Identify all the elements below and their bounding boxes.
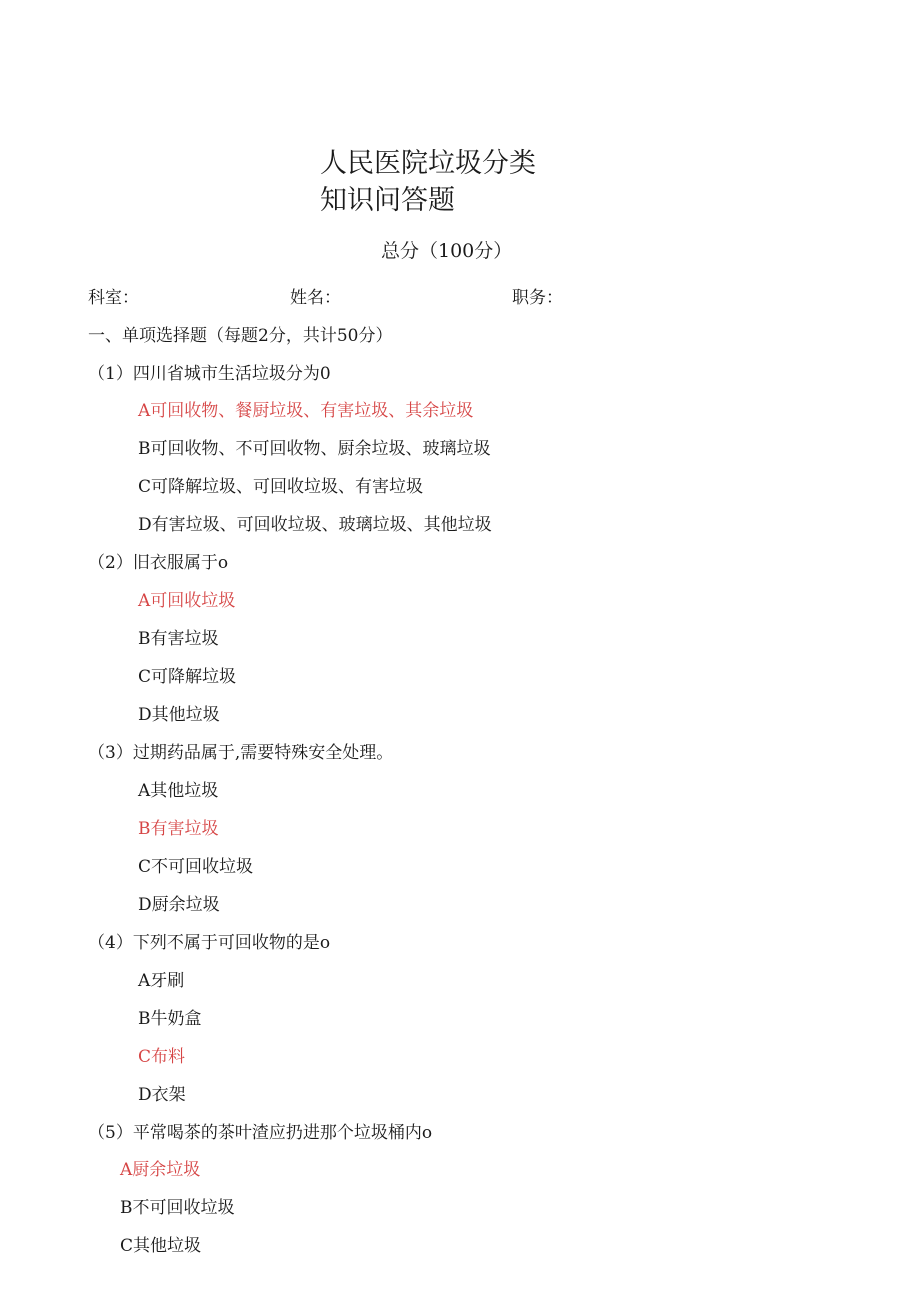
document-title-line-2: 知识问答题 <box>320 185 455 216</box>
answer-option: B不可回收垃圾 <box>120 1198 235 1218</box>
answer-option: C其他垃圾 <box>120 1236 202 1256</box>
answer-option: C不可回收垃圾 <box>138 857 254 877</box>
answer-option: D厨余垃圾 <box>138 895 220 915</box>
answer-option: D衣架 <box>138 1085 186 1105</box>
section-heading: 一、单项选择题（每题2分，共计50分） <box>88 326 393 346</box>
position-field-label: 职务： <box>512 288 563 308</box>
question-stem: （3）过期药品属于,需要特殊安全处理。 <box>88 743 394 763</box>
answer-option: A其他垃圾 <box>138 781 219 801</box>
name-field-label: 姓名： <box>290 288 341 308</box>
answer-option: C可降解垃圾 <box>138 667 237 687</box>
answer-option: D有害垃圾、可回收垃圾、玻璃垃圾、其他垃圾 <box>138 515 492 535</box>
question-stem: （5）平常喝茶的茶叶渣应扔进那个垃圾桶内o <box>88 1123 433 1143</box>
answer-option: A厨余垃圾 <box>120 1160 201 1180</box>
answer-option: B牛奶盒 <box>138 1009 202 1029</box>
department-field-label: 科室： <box>88 288 139 308</box>
answer-option: C布料 <box>138 1047 186 1067</box>
answer-option: D其他垃圾 <box>138 705 220 725</box>
question-stem: （1）四川省城市生活垃圾分为0 <box>88 364 331 384</box>
answer-option: A牙刷 <box>138 971 185 991</box>
answer-option: B有害垃圾 <box>138 629 219 649</box>
answer-option: A可回收垃圾 <box>138 591 236 611</box>
question-stem: （4）下列不属于可回收物的是o <box>88 933 331 953</box>
document-title-line-1: 人民医院垃圾分类 <box>320 148 536 179</box>
question-stem: （2）旧衣服属于o <box>88 553 229 573</box>
answer-option: B可回收物、不可回收物、厨余垃圾、玻璃垃圾 <box>138 439 491 459</box>
total-score: 总分（100分） <box>381 240 513 262</box>
answer-option: C可降解垃圾、可回收垃圾、有害垃圾 <box>138 477 424 497</box>
answer-option: A可回收物、餐厨垃圾、有害垃圾、其余垃圾 <box>138 401 474 421</box>
answer-option: B有害垃圾 <box>138 819 219 839</box>
